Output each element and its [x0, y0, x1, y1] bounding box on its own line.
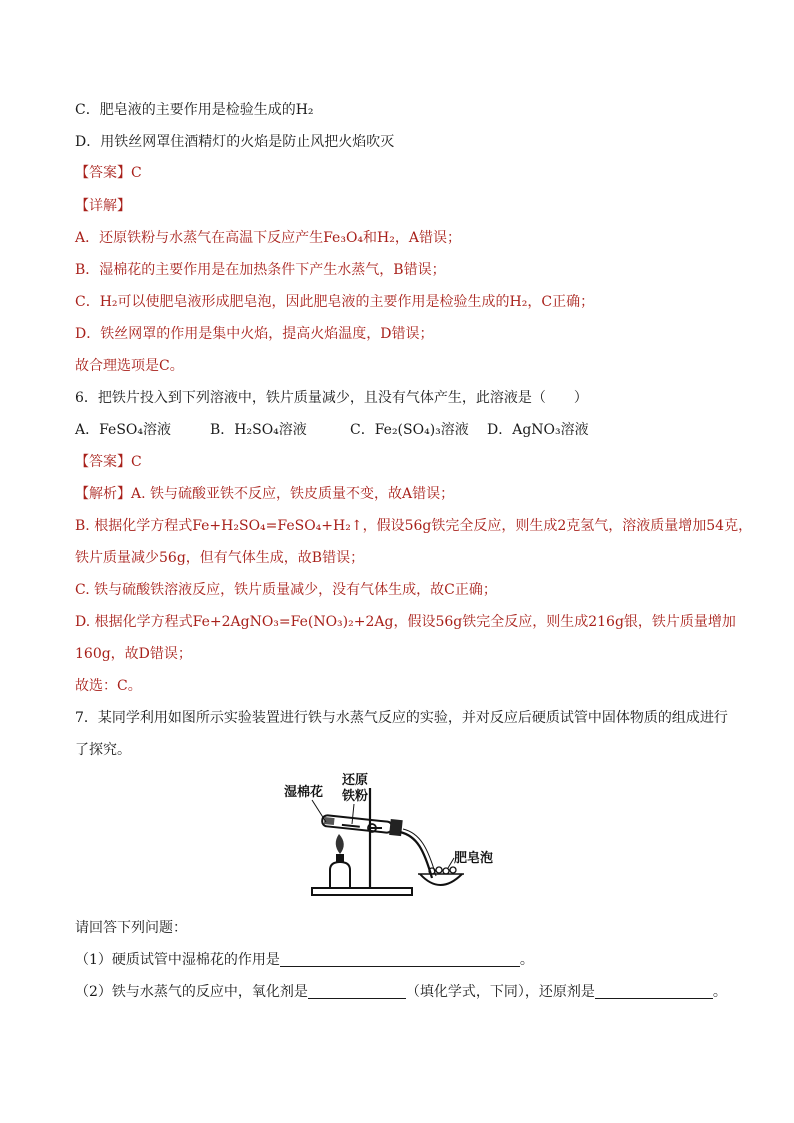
- apparatus-figure: [282, 770, 512, 900]
- detail-5-b: B．湿棉花的主要作用是在加热条件下产生水蒸气，B错误；: [75, 262, 446, 278]
- option-c-line: C．肥皂液的主要作用是检验生成的H₂: [75, 102, 314, 118]
- detail-5-a: A．还原铁粉与水蒸气在高温下反应产生Fe₃O₄和H₂，A错误；: [75, 230, 461, 246]
- choice-a: A．FeSO₄溶液: [75, 422, 172, 438]
- analysis-6-b1: B. 根据化学方程式Fe+H₂SO₄=FeSO₄+H₂↑，假设56g铁完全反应，则生成2克氢气，溶液质量增加54克，: [75, 518, 753, 534]
- answer-blank-reductant[interactable]: [595, 983, 713, 999]
- detail-5-c: C．H₂可以使肥皂液形成肥皂泡，因此肥皂液的主要作用是检验生成的H₂，C正确；: [75, 294, 595, 310]
- choice-b: B．H₂SO₄溶液: [210, 422, 307, 438]
- detail-label: 【详解】: [75, 198, 131, 214]
- sub-question-1: [75, 950, 534, 970]
- sub-question-2-end: 。: [712, 984, 727, 1000]
- apparatus-drawing: [282, 770, 512, 900]
- detail-5-d: D．铁丝网罩的作用是集中火焰，提高火焰温度，D错误；: [75, 326, 434, 342]
- question-6-choices: [75, 420, 589, 440]
- label-wet-cotton: 湿棉花: [284, 785, 324, 800]
- choice-c: C．Fe₂(SO₄)₃溶液: [350, 422, 469, 438]
- analysis-label: 【解析】: [75, 486, 131, 502]
- analysis-6-d1: D. 根据化学方程式Fe+2AgNO₃=Fe(NO₃)₂+2Ag，假设56g铁完全反应，则生成216g银，铁片质量增加: [75, 614, 736, 630]
- label-iron-2: 铁粉: [342, 789, 369, 804]
- analysis-6-d2: 160g，故D错误；: [75, 646, 192, 662]
- analysis-6-b2: 铁片质量减少56g，但有气体生成，故B错误；: [75, 550, 365, 566]
- answer-blank-1[interactable]: [280, 951, 520, 967]
- sub-question-2-mid: （填化学式，下同），还原剂是: [405, 984, 595, 1000]
- leader-iron: [352, 804, 354, 824]
- evaporating-dish: [420, 874, 462, 885]
- soap-bubbles: [429, 867, 456, 874]
- answer-6: 【答案】C: [75, 454, 142, 470]
- leader-cotton: [312, 800, 326, 822]
- question-6: 6．把铁片投入到下列溶液中，铁片质量减少，且没有气体产生，此溶液是（ ）: [75, 390, 588, 406]
- analysis-6-c: C. 铁与硫酸铁溶液反应，铁片质量减少，没有气体生成，故C正确；: [75, 582, 497, 598]
- option-d-line: D．用铁丝网罩住酒精灯的火焰是防止风把火焰吹灭: [75, 134, 395, 150]
- answer-blank-oxidant[interactable]: [308, 983, 406, 999]
- sub-question-1-end: 。: [519, 952, 534, 968]
- flame-icon: [336, 834, 344, 854]
- stand-base: [312, 888, 412, 895]
- answer-5: 【答案】C: [75, 165, 142, 181]
- question-7-line-1: 7．某同学利用如图所示实验装置进行铁与水蒸气反应的实验，并对反应后硬质试管中固体物质的组成进行: [75, 710, 728, 726]
- iron-powder: [342, 825, 360, 827]
- test-tube: [321, 812, 402, 836]
- sub-question-2: [75, 982, 727, 1002]
- question-7-line-2: 了探究。: [75, 742, 131, 758]
- conclusion-5: 故合理选项是C。: [75, 358, 184, 374]
- conclusion-6: 故选：C。: [75, 678, 142, 694]
- please-answer: 请回答下列问题：: [75, 920, 187, 936]
- alcohol-lamp: [330, 862, 350, 888]
- sub-question-2-text: （2）铁与水蒸气的反应中，氧化剂是: [75, 984, 308, 1000]
- stopper: [389, 819, 403, 836]
- analysis-6-a: A. 铁与硫酸亚铁不反应，铁皮质量不变，故A错误；: [131, 486, 455, 502]
- analysis-6-a-line: [75, 484, 454, 504]
- delivery-tube: [400, 832, 432, 878]
- lamp-wick-holder: [336, 854, 344, 862]
- choice-d: D．AgNO₃溶液: [487, 422, 589, 438]
- label-soap: 肥皂泡: [454, 851, 494, 866]
- sub-question-1-text: （1）硬质试管中湿棉花的作用是: [75, 952, 280, 968]
- label-iron-1: 还原: [342, 773, 369, 788]
